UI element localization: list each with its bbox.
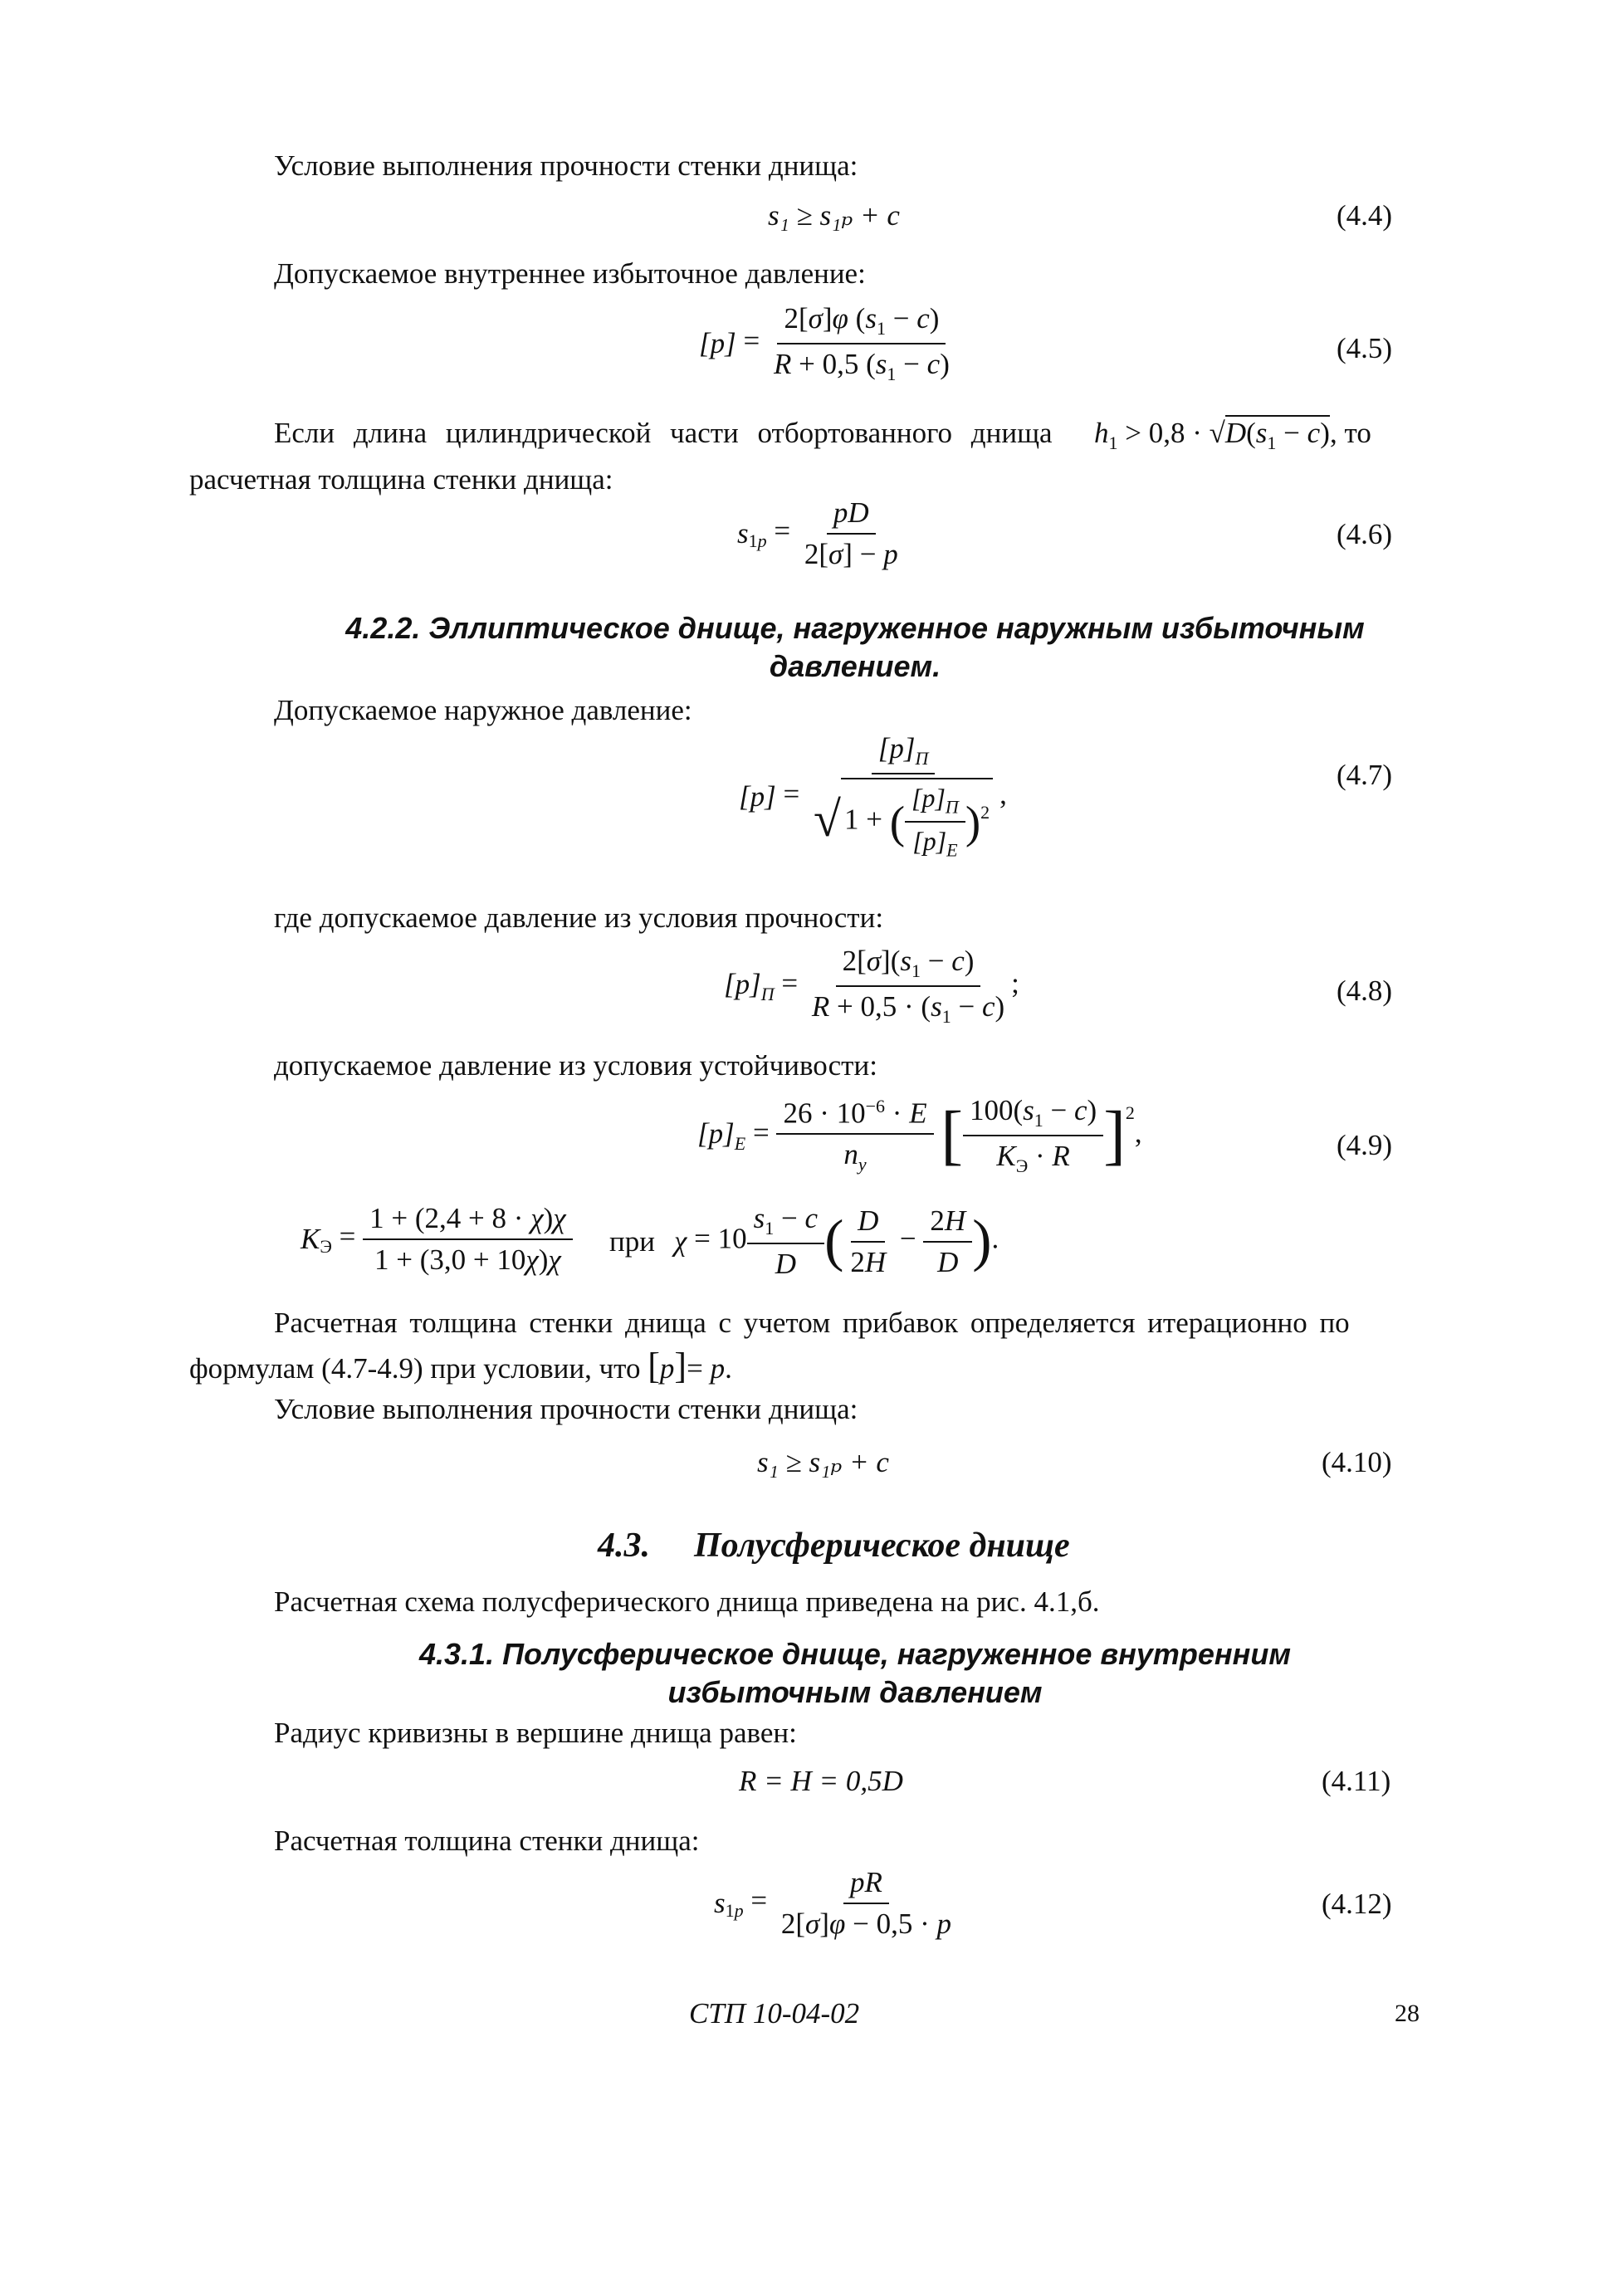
paragraph: , то xyxy=(1330,417,1371,449)
equation-number: (4.7) xyxy=(1337,759,1393,791)
equation-4-6: $s_{1p}$ = $\frac{pD}{2[\sigma] - p}$ xyxy=(737,496,898,570)
paragraph: Если длина цилиндрической части отбортованного днища xyxy=(274,417,1053,449)
label-pri: при xyxy=(609,1225,655,1258)
paragraph: где допускаемое давление из условия прочности: xyxy=(274,901,884,934)
inline-formula: $h_1 > 0,8 \cdot √D(s_1 - c)$ xyxy=(1094,417,1330,453)
paragraph: Радиус кривизны в вершине днища равен: xyxy=(274,1717,797,1749)
paragraph: расчетная толщина стенки днища: xyxy=(189,463,613,496)
page-number: 28 xyxy=(1395,2000,1420,2027)
equation-4-11: R = H = 0,5D xyxy=(739,1765,903,1797)
inline-formula: [p]= p. xyxy=(648,1346,732,1386)
section-heading: 4.2.2. Эллиптическое днище, нагруженное наружным избыточным давлением. xyxy=(345,611,1365,683)
paragraph xyxy=(189,1348,732,1387)
paragraph: допускаемое давление из условия устойчивости: xyxy=(274,1049,877,1082)
subsection-heading: 4.3.1. Полусферическое днище, нагруженное внутренним избыточным давлением xyxy=(419,1637,1291,1709)
paragraph: Условие выполнения прочности стенки днища: xyxy=(274,1393,858,1425)
equation-number: (4.12) xyxy=(1322,1888,1392,1920)
equation-number: (4.5) xyxy=(1337,332,1393,364)
equation-4-8: $[p]_П$ = $\frac{2[\sigma](s_1 - c)}{R + 0,5 \cdot (s_1 - c)}$ ; xyxy=(724,945,1019,1027)
section-number: 4.3. xyxy=(598,1527,650,1565)
equation-4-12: $s_{1p}$ = $\frac{pR}{2[\sigma]\varphi - 0,5 \cdot p}$ xyxy=(714,1866,951,1940)
equation-k-chi: $K_Э$ = $\frac{1 + (2,4 + 8 \cdot \chi)\chi}{1 + (3,0 + 10\chi)\chi}$ xyxy=(301,1202,573,1277)
equation-4-10: s₁ ≥ s₁ₚ + c xyxy=(757,1446,889,1478)
equation-4-4: s₁ ≥ s₁ₚ + c xyxy=(768,199,900,232)
equation-number: (4.11) xyxy=(1322,1765,1391,1797)
paragraph: Допускаемое внутреннее избыточное давление: xyxy=(274,257,866,290)
paragraph-text: формулам (4.7-4.9) при условии, что xyxy=(189,1352,641,1385)
equation-number: (4.8) xyxy=(1337,975,1393,1007)
footer-document-code: СТП 10-04-02 xyxy=(689,1997,860,2030)
equation-chi: χ = 10 $\frac{s_1 - c}{D}$ ( $\frac{D}{2H}$ − $\frac{2H}{D}$ ). xyxy=(674,1202,999,1280)
paragraph: Расчетная схема полусферического днища приведена на рис. 4.1,б. xyxy=(274,1585,1100,1618)
paragraph: Допускаемое наружное давление: xyxy=(274,694,692,726)
equation-number: (4.9) xyxy=(1337,1129,1393,1161)
equation-4-9: $[p]_E$ = $\frac{26 \cdot 10^{-6} \cdot E}{n_y}$ [ $\frac{100(s_1 - c)}{K_Э \cdot R}$ ]$^2$, xyxy=(697,1094,1142,1176)
paragraph: Расчетная толщина стенки днища с учетом прибавок определяется итерационно по xyxy=(274,1307,1350,1339)
equation-number: (4.10) xyxy=(1322,1446,1392,1478)
equation-number: (4.6) xyxy=(1337,518,1393,550)
section-title: Полусферическое днище xyxy=(694,1527,1070,1565)
paragraph: Расчетная толщина стенки днища: xyxy=(274,1825,700,1857)
equation-number: (4.4) xyxy=(1337,199,1393,232)
equation-4-5: [p] = $\frac{2[\sigma]\varphi (s_1 - c)}{R + 0,5 (s_1 - c)}$ xyxy=(699,302,950,384)
paragraph: Условие выполнения прочности стенки днища: xyxy=(274,149,858,182)
equation-4-7: [p] = $[p]_П$ √ 1 + ( $\frac{[p]_П}{[p]_E}$ )$^2$ , xyxy=(739,732,1007,861)
